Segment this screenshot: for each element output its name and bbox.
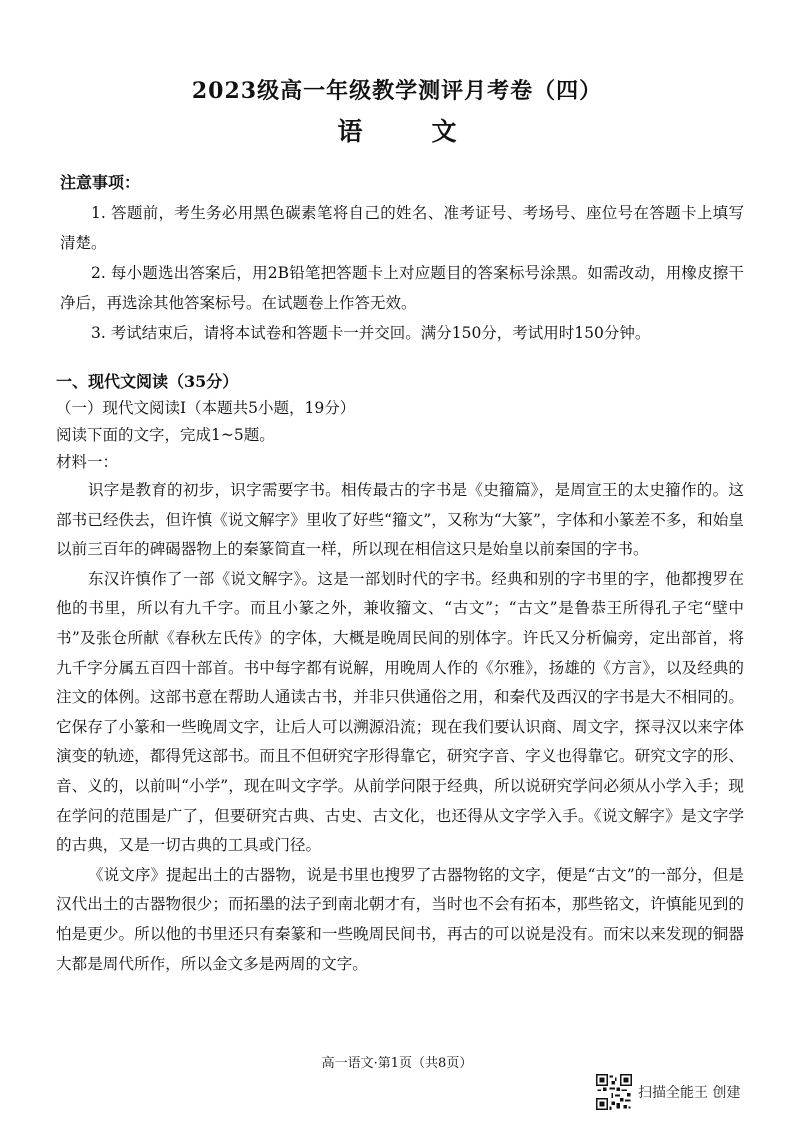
note-item: 2. 每小题选出答案后，用2B铅笔把答题卡上对应题目的答案标号涂黑。如需改动，用橡皮擦干净后，再选涂其他答案标号。在试题卷上作答无效。 (60, 264, 744, 312)
notes-heading: 注意事项： (60, 173, 141, 192)
page-footer: 高一语文·第1页（共8页） (321, 1056, 473, 1071)
exam-title: 2023级高一年级教学测评月考卷（四） (191, 78, 603, 104)
subject-title: 语 文 (337, 117, 479, 146)
note-item: 1. 答题前，考生务必用黑色碳素笔将自己的姓名、准考证号、考场号、座位号在答题卡上填写清楚。 (60, 204, 744, 252)
qr-code-icon (596, 1074, 632, 1110)
section-title: 一、现代文阅读（35分） (56, 372, 239, 391)
section-subtitle: （一）现代文阅读Ⅰ（本题共5小题，19分） (56, 399, 356, 417)
material-label: 材料一： (56, 453, 119, 471)
scanner-watermark (596, 1072, 740, 1112)
reading-section (56, 368, 744, 979)
material-paragraph: 《说文序》提起出土的古器物，说是书里也搜罗了古器物铭的文字，便是“古文”的一部分，但是汉代出土的古器物很少；而拓墨的法子到南北朝才有，当时也不会有拓本，那些铭文，许慎能见到的怕是更少。所以他的书里还只有秦篆和一些晚周民间书，再古的可以说是没有。而宋以来发现的铜器大都是周代所作，所以金文多是两周的文字。 (56, 865, 744, 973)
note-item: 3. 考试结束后，请将本试卷和答题卡一并交回。满分150分，考试用时150分钟。 (91, 324, 651, 342)
material-paragraph: 识字是教育的初步，识字需要字书。相传最古的字书是《史籀篇》，是周宣王的太史籀作的。这部书已经佚去，但许慎《说文解字》里收了好些“籀文”，又称为“大篆”，字体和小篆差不多，和始皇以前三百年的碑碣器物上的秦篆简直一样，所以现在相信这只是始皇以前秦国的字书。 (56, 481, 744, 559)
reading-instruction: 阅读下面的文字，完成1~5题。 (56, 426, 275, 444)
notes-section (60, 168, 744, 348)
material-paragraph: 东汉许慎作了一部《说文解字》。这是一部划时代的字书。经典和别的字书里的字，他都搜罗在他的书里，所以有九千字。而且小篆之外，兼收籀文、“古文”；“古文”是鲁恭王所得孔子宅“壁中书”及张仓所献《春秋左氏传》的字体，大概是晚周民间的别体字。许氏又分析偏旁，定出部首，将九千字分属五百四十部首。书中每字都有说解，用晚周人作的《尔雅》，扬雄的《方言》，以及经典的注文的体例。这部书意在帮助人通读古书，并非只供通俗之用，和秦代及西汉的字书是大不相同的。它保存了小篆和一些晚周文字，让后人可以溯源沿流；现在我们要认识商、周文字，探寻汉以来字体演变的轨迹，都得凭这部书。而且不但研究字形得靠它，研究字音、字义也得靠它。研究文字的形、音、义的，以前叫“小学”，现在叫文字学。从前学问限于经典，所以说研究学问必须从小学入手；现在学问的范围是广了，但要研究古典、古史、古文化，也还得从文字学入手。《说文解字》是文字学的古典，又是一切古典的工具或门径。 (56, 569, 744, 855)
watermark-text: 扫描全能王 创建 (638, 1085, 741, 1101)
